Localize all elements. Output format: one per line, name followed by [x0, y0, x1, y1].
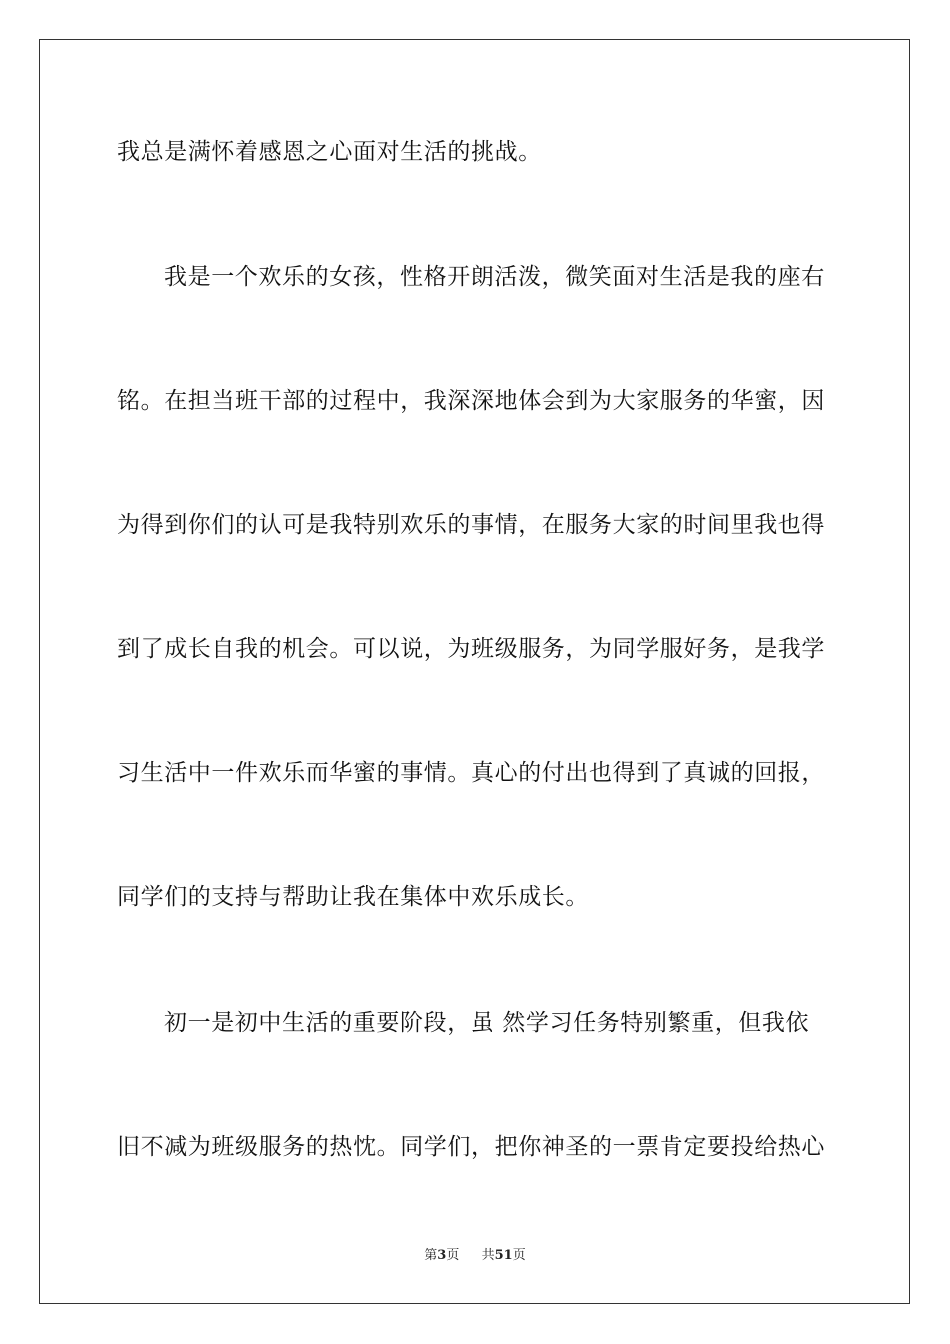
page-indicator [424, 1247, 459, 1265]
page-footer [0, 1247, 950, 1265]
text-line: 为得到你们的认可是我特别欢乐的事情，在服务大家的时间里我也得 [117, 512, 825, 538]
text-line: 铭。在担当班干部的过程中，我深深地体会到为大家服务的华蜜，因 [117, 388, 825, 414]
text-line: 习生活中一件欢乐而华蜜的事情。真心的付出也得到了真诚的回报， [117, 760, 825, 786]
current-page-number: 3 [437, 1248, 447, 1263]
text-line: 旧不减为班级服务的热忱。同学们，把你神圣的一票肯定要投给热心 [117, 1134, 825, 1160]
text-line: 到了成长自我的机会。可以说，为班级服务，为同学服好务，是我学 [117, 636, 825, 662]
page-border [39, 39, 910, 1304]
text-line: 同学们的支持与帮助让我在集体中欢乐成长。 [117, 884, 589, 910]
total-prefix: 共 [481, 1248, 495, 1263]
total-suffix: 页 [512, 1248, 526, 1263]
paragraph-first-line: 初一是初中生活的重要阶段，虽 然学习任务特别繁重，但我依 [164, 1010, 810, 1036]
page-prefix: 第 [424, 1248, 438, 1263]
text-line: 我总是满怀着感恩之心面对生活的挑战。 [117, 139, 542, 165]
total-pages-indicator [482, 1247, 526, 1265]
total-pages-number: 51 [494, 1248, 513, 1263]
paragraph-first-line: 我是一个欢乐的女孩，性格开朗活泼，微笑面对生活是我的座右 [164, 264, 825, 290]
page-suffix: 页 [446, 1248, 460, 1263]
